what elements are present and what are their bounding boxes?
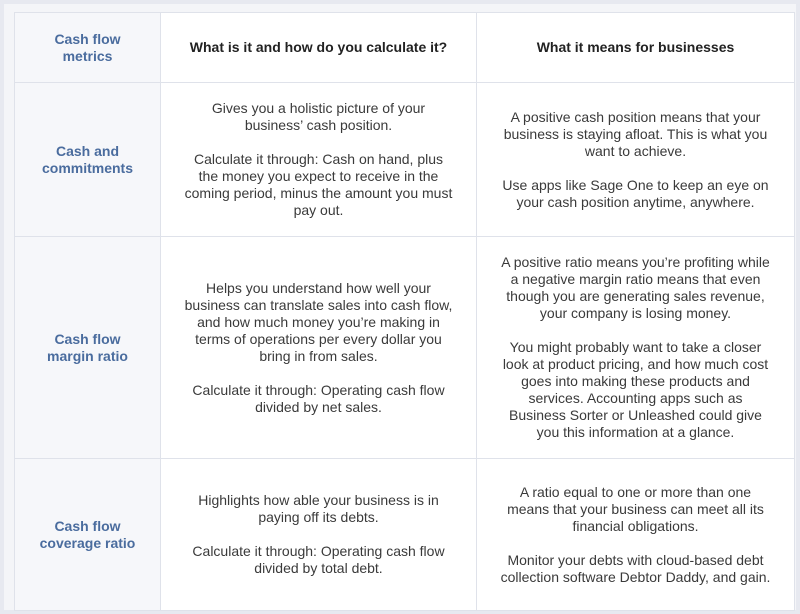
table-row xyxy=(15,237,795,459)
description-paragraph: Helps you understand how well your business can translate sales into cash flow, and how much money you’re making in terms of operations per every dollar you bring in from sales. xyxy=(184,279,453,364)
header-meaning: What it means for businesses xyxy=(477,13,795,83)
metric-name-line: margin ratio xyxy=(47,347,128,364)
metric-name-line: Cash flow xyxy=(54,330,121,347)
calculation-paragraph: Calculate it through: Cash on hand, plus the money you expect to receive in the coming period, minus the amount you must pay out. xyxy=(184,151,453,218)
what-is-cell xyxy=(161,237,477,459)
metric-name-cell xyxy=(15,237,161,459)
description-paragraph: Gives you a holistic picture of your business’ cash position. xyxy=(211,100,426,133)
meaning-paragraph: A positive cash position means that your business is staying afloat. This is what you want to achieve. xyxy=(503,108,768,159)
calculation-paragraph: Calculate it through: Operating cash flow divided by total debt. xyxy=(192,543,445,576)
table-frame xyxy=(4,4,796,610)
metric-name-line: Cash and xyxy=(55,142,119,159)
metric-name-line: coverage ratio xyxy=(39,534,136,551)
header-what-is: What is it and how do you calculate it? xyxy=(161,13,477,83)
calculation-paragraph: Calculate it through: Operating cash flow divided by net sales. xyxy=(192,381,445,415)
meaning-paragraph: A positive ratio means you’re profiting while a negative margin ratio means that even though you are generating sales revenue, your company is losing money. xyxy=(501,254,770,321)
metric-name-line: commitments xyxy=(41,159,134,176)
table-row xyxy=(15,83,795,237)
description-paragraph: Highlights how able your business is in paying off its debts. xyxy=(198,492,439,525)
header-metrics-line-1: Cash flow xyxy=(54,30,121,47)
metric-name-cell xyxy=(15,83,161,237)
advice-paragraph: Monitor your debts with cloud-based debt collection software Debtor Daddy, and gain. xyxy=(500,551,771,585)
header-metrics xyxy=(15,13,161,83)
metric-name-cell xyxy=(15,459,161,611)
advice-paragraph: Use apps like Sage One to keep an eye on your cash position anytime, anywhere. xyxy=(502,176,769,210)
meaning-cell xyxy=(477,459,795,611)
table-row xyxy=(15,459,795,611)
meaning-paragraph: A ratio equal to one or more than one means that your business can meet all its financial obligations. xyxy=(507,483,764,534)
cash-flow-metrics-table xyxy=(14,12,795,611)
advice-paragraph: You might probably want to take a closer look at product pricing, and how much cost goes into making these products and services. Accounting apps such as Business Sorter or Unleashed could give you this information at a glance. xyxy=(502,339,769,440)
what-is-cell xyxy=(161,459,477,611)
table-header-row xyxy=(15,13,795,83)
metric-name-line: Cash flow xyxy=(54,517,121,534)
meaning-cell xyxy=(477,83,795,237)
meaning-cell xyxy=(477,237,795,459)
header-metrics-line-2: metrics xyxy=(62,47,113,64)
what-is-cell xyxy=(161,83,477,237)
